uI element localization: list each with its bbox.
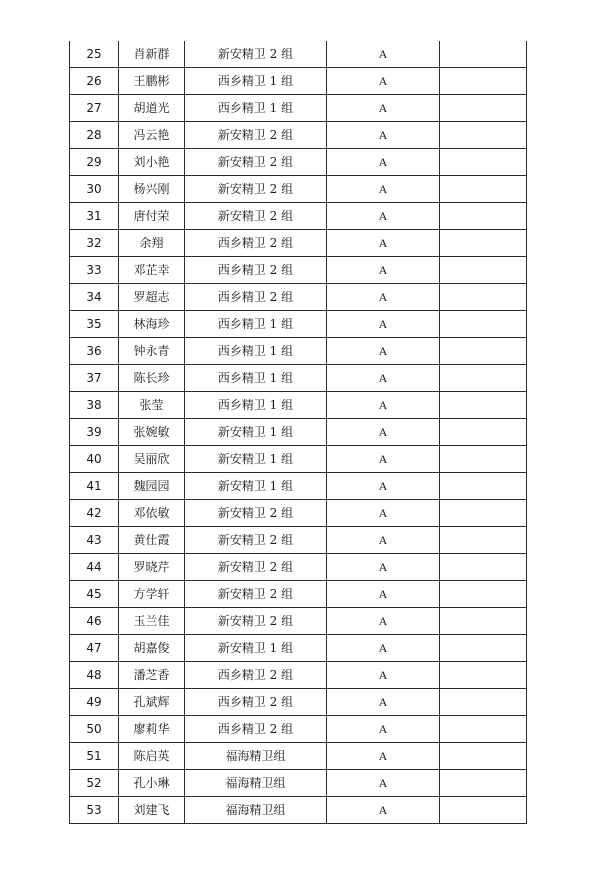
row-number-cell: 34 xyxy=(70,284,119,311)
grade-cell: A xyxy=(327,419,440,446)
row-number-cell: 37 xyxy=(70,365,119,392)
table-row xyxy=(70,392,527,419)
grade-cell: A xyxy=(327,338,440,365)
name-cell: 罗超志 xyxy=(119,284,185,311)
remark-cell xyxy=(440,203,527,230)
table-row xyxy=(70,608,527,635)
table-row xyxy=(70,149,527,176)
team-cell: 新安精卫 2 组 xyxy=(185,176,327,203)
row-number-cell: 36 xyxy=(70,338,119,365)
row-number-cell: 42 xyxy=(70,500,119,527)
row-number-cell: 40 xyxy=(70,446,119,473)
name-cell: 邓依敏 xyxy=(119,500,185,527)
grade-cell: A xyxy=(327,554,440,581)
remark-cell xyxy=(440,797,527,824)
remark-cell xyxy=(440,419,527,446)
remark-cell xyxy=(440,41,527,68)
grade-cell: A xyxy=(327,689,440,716)
table-row xyxy=(70,176,527,203)
table-row xyxy=(70,554,527,581)
row-number-cell: 29 xyxy=(70,149,119,176)
row-number-cell: 27 xyxy=(70,95,119,122)
name-cell: 余翔 xyxy=(119,230,185,257)
row-number-cell: 45 xyxy=(70,581,119,608)
remark-cell xyxy=(440,392,527,419)
row-number-cell: 47 xyxy=(70,635,119,662)
table-row xyxy=(70,122,527,149)
row-number-cell: 48 xyxy=(70,662,119,689)
remark-cell xyxy=(440,716,527,743)
name-cell: 杨兴刚 xyxy=(119,176,185,203)
grade-cell: A xyxy=(327,500,440,527)
team-cell: 西乡精卫 2 组 xyxy=(185,230,327,257)
roster-table-body xyxy=(70,41,527,824)
table-row xyxy=(70,95,527,122)
table-row xyxy=(70,68,527,95)
name-cell: 刘建飞 xyxy=(119,797,185,824)
name-cell: 陈启英 xyxy=(119,743,185,770)
row-number-cell: 49 xyxy=(70,689,119,716)
table-row xyxy=(70,797,527,824)
name-cell: 罗晓芹 xyxy=(119,554,185,581)
remark-cell xyxy=(440,689,527,716)
table-row xyxy=(70,365,527,392)
table-row xyxy=(70,662,527,689)
name-cell: 胡嘉俊 xyxy=(119,635,185,662)
remark-cell xyxy=(440,770,527,797)
table-row xyxy=(70,41,527,68)
row-number-cell: 30 xyxy=(70,176,119,203)
remark-cell xyxy=(440,581,527,608)
grade-cell: A xyxy=(327,797,440,824)
remark-cell xyxy=(440,446,527,473)
remark-cell xyxy=(440,527,527,554)
grade-cell: A xyxy=(327,608,440,635)
grade-cell: A xyxy=(327,95,440,122)
row-number-cell: 32 xyxy=(70,230,119,257)
team-cell: 新安精卫 2 组 xyxy=(185,527,327,554)
remark-cell xyxy=(440,554,527,581)
row-number-cell: 50 xyxy=(70,716,119,743)
name-cell: 魏园园 xyxy=(119,473,185,500)
grade-cell: A xyxy=(327,41,440,68)
name-cell: 唐付荣 xyxy=(119,203,185,230)
team-cell: 新安精卫 1 组 xyxy=(185,446,327,473)
table-row xyxy=(70,527,527,554)
remark-cell xyxy=(440,338,527,365)
table-row xyxy=(70,500,527,527)
name-cell: 吴丽欣 xyxy=(119,446,185,473)
table-row xyxy=(70,311,527,338)
row-number-cell: 28 xyxy=(70,122,119,149)
table-row xyxy=(70,581,527,608)
table-row xyxy=(70,743,527,770)
table-row xyxy=(70,284,527,311)
team-cell: 福海精卫组 xyxy=(185,797,327,824)
name-cell: 玉兰佳 xyxy=(119,608,185,635)
name-cell: 钟永青 xyxy=(119,338,185,365)
grade-cell: A xyxy=(327,716,440,743)
table-row xyxy=(70,716,527,743)
team-cell: 西乡精卫 2 组 xyxy=(185,716,327,743)
grade-cell: A xyxy=(327,662,440,689)
name-cell: 潘芝香 xyxy=(119,662,185,689)
remark-cell xyxy=(440,635,527,662)
team-cell: 福海精卫组 xyxy=(185,743,327,770)
grade-cell: A xyxy=(327,230,440,257)
row-number-cell: 46 xyxy=(70,608,119,635)
team-cell: 新安精卫 1 组 xyxy=(185,635,327,662)
row-number-cell: 43 xyxy=(70,527,119,554)
grade-cell: A xyxy=(327,635,440,662)
remark-cell xyxy=(440,473,527,500)
name-cell: 黄仕霞 xyxy=(119,527,185,554)
row-number-cell: 33 xyxy=(70,257,119,284)
table-row xyxy=(70,203,527,230)
remark-cell xyxy=(440,365,527,392)
grade-cell: A xyxy=(327,770,440,797)
roster-table xyxy=(69,41,527,824)
grade-cell: A xyxy=(327,311,440,338)
table-row xyxy=(70,446,527,473)
table-row xyxy=(70,770,527,797)
grade-cell: A xyxy=(327,122,440,149)
grade-cell: A xyxy=(327,446,440,473)
remark-cell xyxy=(440,311,527,338)
table-row xyxy=(70,689,527,716)
name-cell: 陈长珍 xyxy=(119,365,185,392)
team-cell: 福海精卫组 xyxy=(185,770,327,797)
remark-cell xyxy=(440,230,527,257)
remark-cell xyxy=(440,743,527,770)
name-cell: 廖莉华 xyxy=(119,716,185,743)
team-cell: 新安精卫 1 组 xyxy=(185,473,327,500)
grade-cell: A xyxy=(327,149,440,176)
table-row xyxy=(70,473,527,500)
team-cell: 新安精卫 2 组 xyxy=(185,122,327,149)
remark-cell xyxy=(440,257,527,284)
table-row xyxy=(70,230,527,257)
row-number-cell: 35 xyxy=(70,311,119,338)
grade-cell: A xyxy=(327,365,440,392)
team-cell: 西乡精卫 1 组 xyxy=(185,95,327,122)
team-cell: 新安精卫 2 组 xyxy=(185,41,327,68)
team-cell: 新安精卫 2 组 xyxy=(185,608,327,635)
team-cell: 新安精卫 1 组 xyxy=(185,419,327,446)
grade-cell: A xyxy=(327,176,440,203)
grade-cell: A xyxy=(327,68,440,95)
name-cell: 张婉敏 xyxy=(119,419,185,446)
grade-cell: A xyxy=(327,743,440,770)
team-cell: 西乡精卫 2 组 xyxy=(185,257,327,284)
name-cell: 肖新群 xyxy=(119,41,185,68)
grade-cell: A xyxy=(327,284,440,311)
remark-cell xyxy=(440,608,527,635)
team-cell: 西乡精卫 2 组 xyxy=(185,689,327,716)
name-cell: 孔斌辉 xyxy=(119,689,185,716)
team-cell: 新安精卫 2 组 xyxy=(185,581,327,608)
name-cell: 方学轩 xyxy=(119,581,185,608)
grade-cell: A xyxy=(327,527,440,554)
name-cell: 邓芷幸 xyxy=(119,257,185,284)
name-cell: 林海珍 xyxy=(119,311,185,338)
remark-cell xyxy=(440,95,527,122)
row-number-cell: 52 xyxy=(70,770,119,797)
row-number-cell: 31 xyxy=(70,203,119,230)
row-number-cell: 41 xyxy=(70,473,119,500)
row-number-cell: 38 xyxy=(70,392,119,419)
name-cell: 刘小艳 xyxy=(119,149,185,176)
remark-cell xyxy=(440,662,527,689)
team-cell: 新安精卫 2 组 xyxy=(185,500,327,527)
table-row xyxy=(70,257,527,284)
remark-cell xyxy=(440,176,527,203)
team-cell: 西乡精卫 1 组 xyxy=(185,311,327,338)
remark-cell xyxy=(440,500,527,527)
grade-cell: A xyxy=(327,392,440,419)
grade-cell: A xyxy=(327,257,440,284)
team-cell: 新安精卫 2 组 xyxy=(185,554,327,581)
remark-cell xyxy=(440,122,527,149)
team-cell: 西乡精卫 1 组 xyxy=(185,338,327,365)
name-cell: 冯云艳 xyxy=(119,122,185,149)
grade-cell: A xyxy=(327,473,440,500)
team-cell: 西乡精卫 1 组 xyxy=(185,68,327,95)
row-number-cell: 26 xyxy=(70,68,119,95)
team-cell: 西乡精卫 1 组 xyxy=(185,365,327,392)
remark-cell xyxy=(440,149,527,176)
name-cell: 胡道光 xyxy=(119,95,185,122)
remark-cell xyxy=(440,68,527,95)
team-cell: 新安精卫 2 组 xyxy=(185,149,327,176)
row-number-cell: 53 xyxy=(70,797,119,824)
row-number-cell: 51 xyxy=(70,743,119,770)
table-row xyxy=(70,635,527,662)
team-cell: 新安精卫 2 组 xyxy=(185,203,327,230)
row-number-cell: 25 xyxy=(70,41,119,68)
grade-cell: A xyxy=(327,581,440,608)
remark-cell xyxy=(440,284,527,311)
name-cell: 孔小琳 xyxy=(119,770,185,797)
row-number-cell: 39 xyxy=(70,419,119,446)
team-cell: 西乡精卫 1 组 xyxy=(185,392,327,419)
name-cell: 张莹 xyxy=(119,392,185,419)
grade-cell: A xyxy=(327,203,440,230)
table-row xyxy=(70,338,527,365)
row-number-cell: 44 xyxy=(70,554,119,581)
team-cell: 西乡精卫 2 组 xyxy=(185,284,327,311)
team-cell: 西乡精卫 2 组 xyxy=(185,662,327,689)
table-row xyxy=(70,419,527,446)
name-cell: 王鹏彬 xyxy=(119,68,185,95)
